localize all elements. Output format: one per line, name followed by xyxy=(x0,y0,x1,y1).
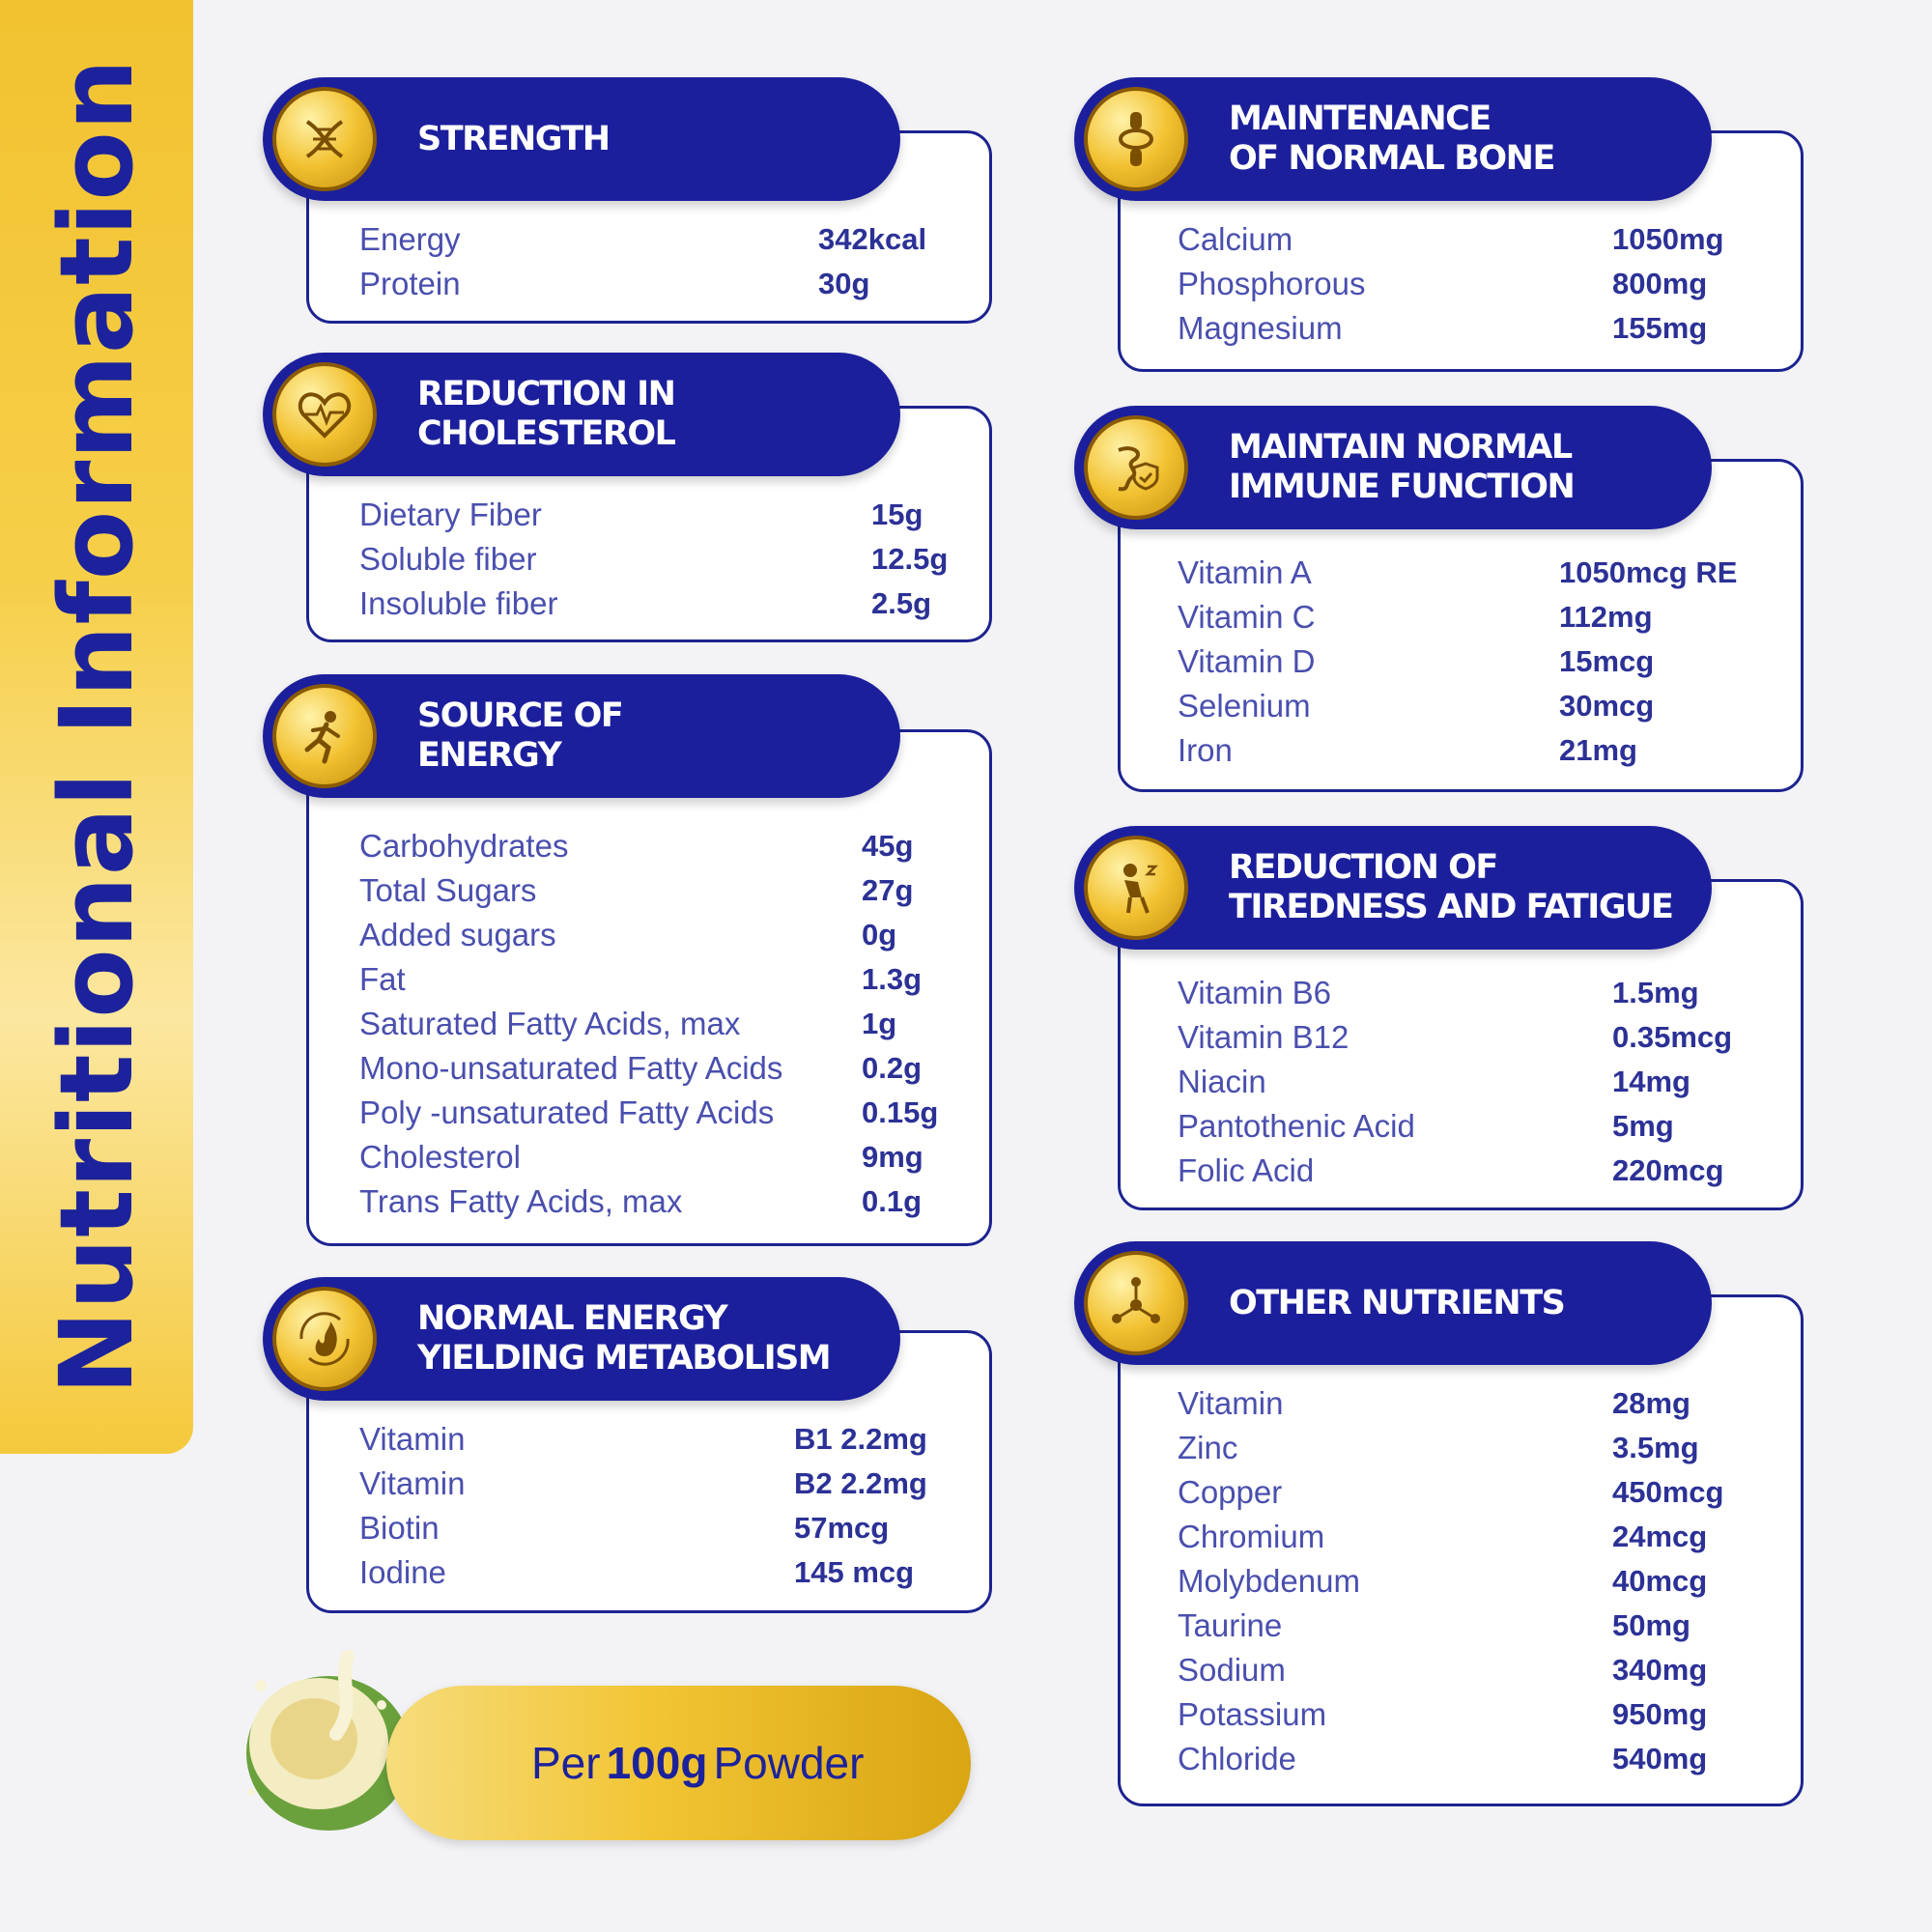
flame-cycle-icon xyxy=(272,1287,377,1391)
nutrient-row xyxy=(359,913,978,957)
card-header xyxy=(263,1277,900,1401)
nutrient-row xyxy=(1178,1015,1796,1060)
nutrient-name: Sodium xyxy=(1178,1652,1286,1688)
card-header xyxy=(1074,826,1712,950)
tired-person-icon xyxy=(1084,836,1188,940)
card-other xyxy=(1074,1241,1804,1806)
nutrient-name: Soluble fiber xyxy=(359,541,537,577)
nutrient-row xyxy=(1178,728,1796,773)
card-title: MAINTAIN NORMAL IMMUNE FUNCTION xyxy=(1229,428,1575,506)
nutrient-rows xyxy=(1178,217,1796,351)
nutrient-row xyxy=(1178,217,1796,262)
nutrient-rows xyxy=(359,217,978,306)
nutrient-row xyxy=(359,1046,978,1091)
dna-icon xyxy=(272,87,377,191)
nutrient-value: 1.5mg xyxy=(1612,976,1699,1009)
nutrient-name: Potassium xyxy=(1178,1696,1327,1732)
nutrient-name: Protein xyxy=(359,266,461,301)
nutrient-row xyxy=(1178,639,1796,684)
nutrient-row xyxy=(1178,1604,1796,1648)
nutrient-name: Calcium xyxy=(1178,221,1293,257)
card-title: MAINTENANCE OF NORMAL BONE xyxy=(1229,99,1554,178)
nutrient-name: Niacin xyxy=(1178,1064,1266,1099)
nutrient-value: 1.3g xyxy=(862,962,923,996)
nutrient-rows xyxy=(359,824,978,1224)
side-title: Nutritional Information xyxy=(38,58,156,1395)
nutrient-row xyxy=(359,1417,978,1462)
card-strength xyxy=(263,77,992,324)
card-header xyxy=(263,353,900,476)
nutrient-row xyxy=(359,262,978,306)
nutrient-row xyxy=(359,957,978,1002)
nutrient-row xyxy=(359,217,978,262)
nutrient-row xyxy=(359,824,978,868)
nutrient-name: Vitamin D xyxy=(1178,643,1316,679)
heart-pulse-icon xyxy=(272,362,377,467)
card-header xyxy=(263,77,900,201)
nutrient-rows xyxy=(1178,1381,1796,1781)
nutrient-row xyxy=(1178,684,1796,728)
nutrient-value: 45g xyxy=(862,829,914,863)
nutrient-name: Cholesterol xyxy=(359,1139,521,1175)
nutrient-rows xyxy=(359,493,978,626)
nutrient-row xyxy=(1178,1104,1796,1149)
card-title: REDUCTION IN CHOLESTEROL xyxy=(417,375,675,453)
nutrient-row xyxy=(359,1550,978,1595)
nutrient-name: Vitamin A xyxy=(1178,554,1312,590)
nutrient-value: 1050mcg RE xyxy=(1559,555,1738,589)
nutrient-value: 12.5g xyxy=(871,542,949,576)
nutrient-row xyxy=(1178,971,1796,1015)
nutrient-name: Chloride xyxy=(1178,1741,1296,1776)
nutrient-value: 27g xyxy=(862,873,914,907)
nutrient-row xyxy=(1178,1470,1796,1515)
nutrient-row xyxy=(359,868,978,913)
nutrient-name: Vitamin xyxy=(359,1421,466,1457)
nutrient-name: Fat xyxy=(359,961,406,997)
card-header xyxy=(1074,406,1712,529)
nutrient-name: Dietary Fiber xyxy=(359,497,542,532)
nutrient-row xyxy=(1178,306,1796,351)
card-bone xyxy=(1074,77,1804,372)
nutrient-value: 24mcg xyxy=(1612,1520,1708,1553)
nutrient-name: Insoluble fiber xyxy=(359,585,558,621)
nutrient-name: Molybdenum xyxy=(1178,1563,1360,1599)
per-unit: Powder xyxy=(713,1738,865,1788)
card-cholesterol xyxy=(263,353,992,642)
nutrient-value: 21mg xyxy=(1559,733,1637,767)
nutrient-name: Taurine xyxy=(1178,1607,1283,1643)
nutrient-value: 112mg xyxy=(1559,600,1653,634)
nutrient-name: Iron xyxy=(1178,732,1233,768)
nutrient-value: 3.5mg xyxy=(1612,1431,1699,1464)
nutrient-name: Energy xyxy=(359,221,461,257)
side-banner xyxy=(0,0,193,1454)
card-header xyxy=(1074,1241,1712,1365)
nutrient-value: 0g xyxy=(862,918,897,952)
nutrient-value: 40mcg xyxy=(1612,1564,1708,1598)
nutrient-value: 1g xyxy=(862,1007,897,1040)
card-fatigue xyxy=(1074,826,1804,1210)
nutrient-row xyxy=(1178,551,1796,595)
nutrient-value: 1050mg xyxy=(1612,222,1724,256)
card-title: OTHER NUTRIENTS xyxy=(1229,1283,1565,1322)
milk-cup-image xyxy=(222,1647,415,1840)
runner-icon xyxy=(272,684,377,788)
nutrient-row xyxy=(359,1002,978,1046)
nutrient-name: Zinc xyxy=(1178,1430,1238,1465)
nutrient-row xyxy=(1178,1149,1796,1193)
nutrient-row xyxy=(1178,1737,1796,1781)
nutrient-value: 800mg xyxy=(1612,267,1708,300)
nutrient-value: 2.5g xyxy=(871,586,932,620)
nutrient-name: Phosphorous xyxy=(1178,266,1366,301)
nutrient-name: Magnesium xyxy=(1178,310,1343,346)
card-metabolism xyxy=(263,1277,992,1613)
nutrient-row xyxy=(1178,1692,1796,1737)
nutrient-value: 342kcal xyxy=(818,222,927,256)
nutrient-name: Vitamin B12 xyxy=(1178,1019,1350,1055)
nutrient-name: Vitamin B6 xyxy=(1178,975,1331,1010)
nutrient-row xyxy=(359,1179,978,1224)
nutrient-value: 5mg xyxy=(1612,1109,1674,1143)
nutrient-rows xyxy=(359,1417,978,1595)
nutrient-name: Poly -unsaturated Fatty Acids xyxy=(359,1094,775,1130)
nutrient-name: Chromium xyxy=(1178,1519,1325,1554)
per-100g-label xyxy=(386,1686,971,1840)
per-amount: 100g xyxy=(606,1738,708,1788)
nutrient-row xyxy=(1178,595,1796,639)
nutrient-value: 450mcg xyxy=(1612,1475,1724,1509)
nutrient-rows xyxy=(1178,551,1796,773)
nutrient-value: 15g xyxy=(871,497,923,531)
nutrient-value: 0.15g xyxy=(862,1095,939,1129)
nutrient-name: Iodine xyxy=(359,1554,446,1590)
nutrient-name: Trans Fatty Acids, max xyxy=(359,1183,683,1219)
nutrient-name: Added sugars xyxy=(359,917,556,952)
nutrient-row xyxy=(1178,1060,1796,1104)
nutrient-row xyxy=(1178,1426,1796,1470)
per-100g-text xyxy=(531,1686,864,1840)
nutrient-name: Biotin xyxy=(359,1510,440,1546)
nutrient-row xyxy=(359,1091,978,1135)
nutrient-name: Pantothenic Acid xyxy=(1178,1108,1415,1144)
nutrient-rows xyxy=(1178,971,1796,1193)
nutrient-row xyxy=(359,1462,978,1506)
nutrient-value: 0.35mcg xyxy=(1612,1020,1733,1054)
nutrient-value: 340mg xyxy=(1612,1653,1708,1687)
nutrient-name: Vitamin xyxy=(1178,1385,1284,1421)
per-label: Per xyxy=(531,1738,601,1788)
card-title: REDUCTION OF TIREDNESS AND FATIGUE xyxy=(1229,848,1673,926)
nutrient-row xyxy=(359,1135,978,1179)
bone-joint-icon xyxy=(1084,87,1188,191)
nutrient-name: Vitamin C xyxy=(1178,599,1316,635)
nutrient-value: 9mg xyxy=(862,1140,923,1174)
nutrient-value: 0.1g xyxy=(862,1184,923,1218)
nutrient-value: 145 mcg xyxy=(794,1555,915,1589)
nutrient-row xyxy=(1178,1381,1796,1426)
card-immune xyxy=(1074,406,1804,792)
nutrient-row xyxy=(359,537,978,582)
nutrient-row xyxy=(1178,1648,1796,1692)
nutrient-name: Mono-unsaturated Fatty Acids xyxy=(359,1050,783,1086)
nutrient-value: B1 2.2mg xyxy=(794,1422,927,1456)
nutrient-name: Saturated Fatty Acids, max xyxy=(359,1006,741,1041)
molecule-icon xyxy=(1084,1251,1188,1355)
nutrient-row xyxy=(359,582,978,626)
nutrient-value: 57mcg xyxy=(794,1511,890,1545)
card-energy xyxy=(263,674,992,1246)
nutrient-value: 220mcg xyxy=(1612,1153,1724,1187)
nutrient-value: 30mcg xyxy=(1559,689,1655,723)
nutrient-value: 0.2g xyxy=(862,1051,923,1085)
nutrient-name: Selenium xyxy=(1178,688,1311,724)
nutrient-value: 15mcg xyxy=(1559,644,1655,678)
nutrient-row xyxy=(1178,1559,1796,1604)
nutrient-name: Carbohydrates xyxy=(359,828,569,864)
card-header xyxy=(263,674,900,798)
nutrient-value: 14mg xyxy=(1612,1065,1690,1098)
nutrient-row xyxy=(1178,262,1796,306)
nutrient-value: 50mg xyxy=(1612,1608,1690,1642)
nutrient-row xyxy=(359,1506,978,1550)
nutrient-row xyxy=(359,493,978,537)
card-title: NORMAL ENERGY YIELDING METABOLISM xyxy=(417,1299,831,1378)
nutrient-name: Folic Acid xyxy=(1178,1152,1315,1188)
nutrient-name: Vitamin xyxy=(359,1465,466,1501)
nutrient-row xyxy=(1178,1515,1796,1559)
nutrient-value: 540mg xyxy=(1612,1742,1708,1776)
card-title: STRENGTH xyxy=(417,119,610,158)
nutrient-value: 950mg xyxy=(1612,1697,1708,1731)
nutrient-value: 155mg xyxy=(1612,311,1708,345)
gut-shield-icon xyxy=(1084,415,1188,520)
nutrient-name: Total Sugars xyxy=(359,872,537,908)
nutrient-name: Copper xyxy=(1178,1474,1283,1510)
nutrient-value: B2 2.2mg xyxy=(794,1466,927,1500)
nutrient-value: 30g xyxy=(818,267,870,300)
card-title: SOURCE OF ENERGY xyxy=(417,696,623,775)
nutrient-value: 28mg xyxy=(1612,1386,1690,1420)
card-header xyxy=(1074,77,1712,201)
